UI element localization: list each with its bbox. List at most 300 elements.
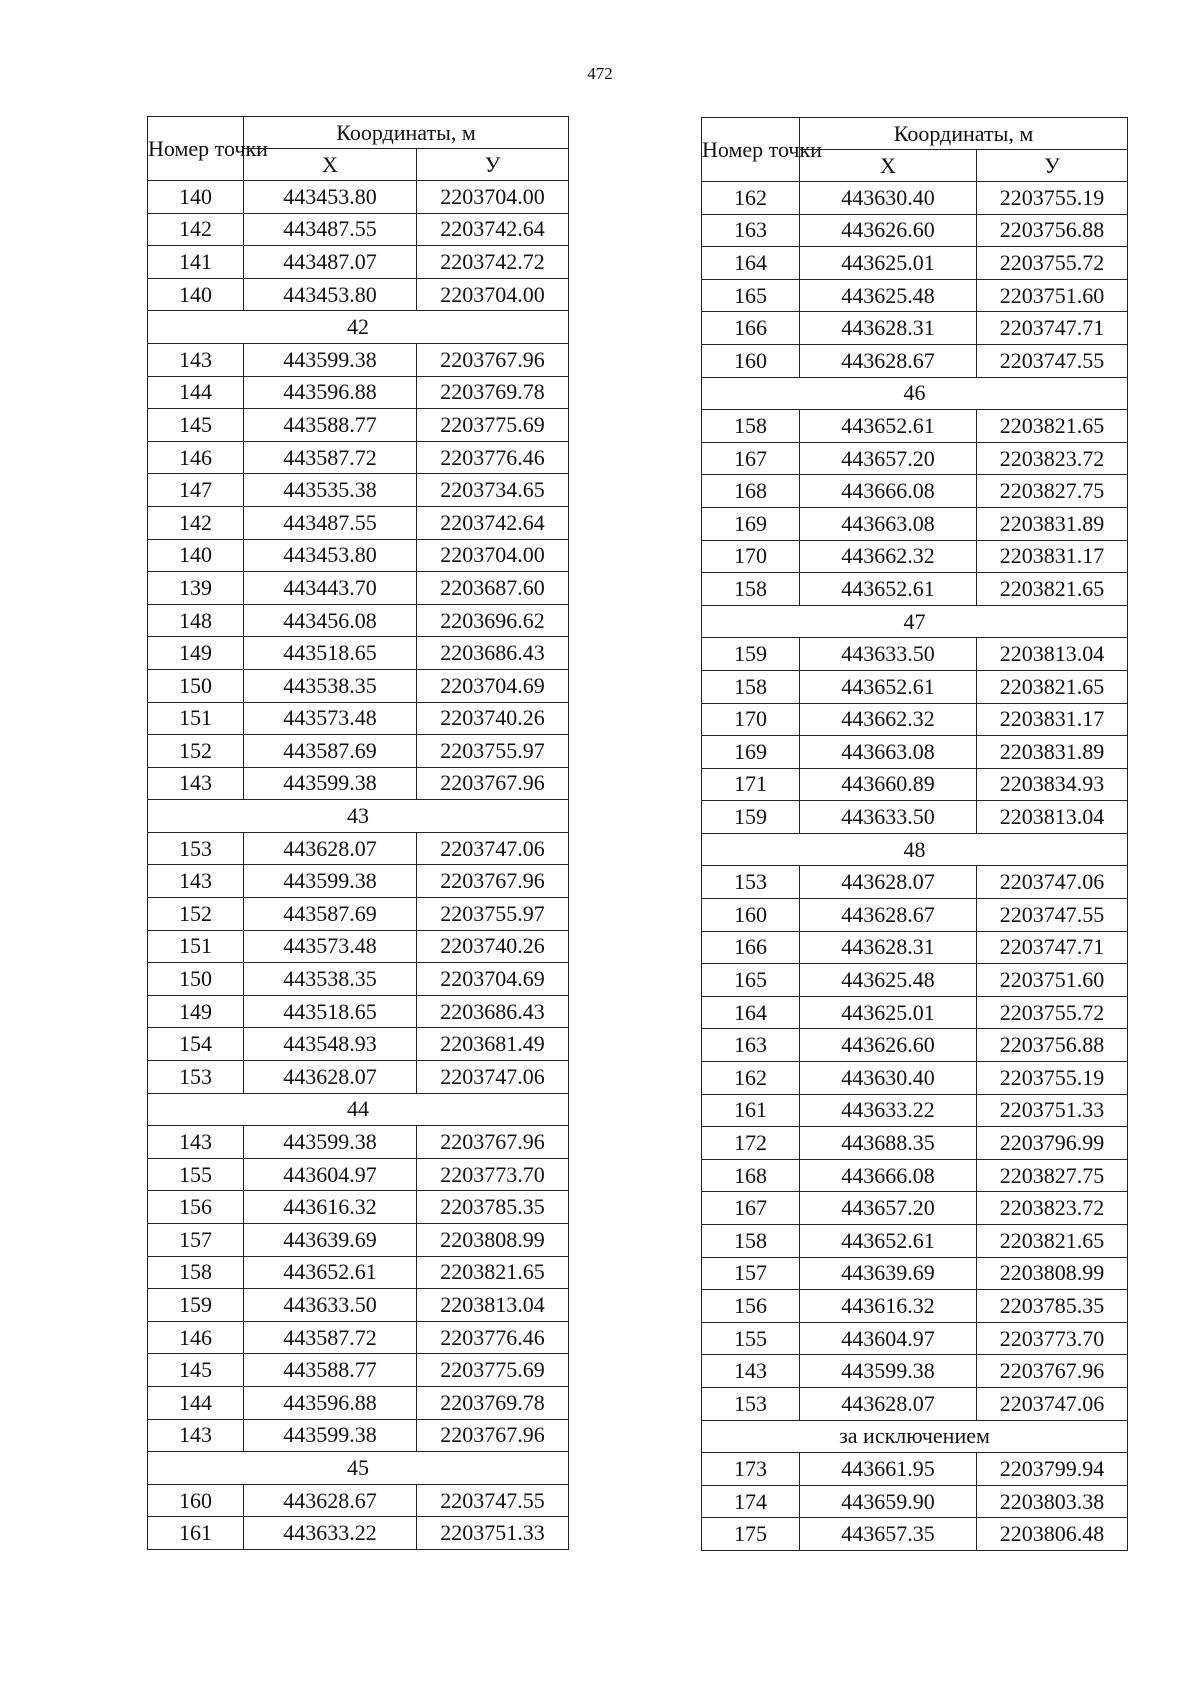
section-label: 45 [148, 1452, 569, 1485]
section-row [702, 1420, 1128, 1453]
y-column-header: У [417, 149, 569, 181]
point-number-cell: 142 [148, 506, 244, 539]
y-coordinate-cell: 2203834.93 [977, 768, 1128, 801]
y-coordinate-cell: 2203681.49 [417, 1028, 569, 1061]
point-number-cell: 161 [148, 1517, 244, 1550]
x-column-header: X [800, 150, 977, 182]
x-coordinate-cell: 443633.22 [800, 1094, 977, 1127]
table-row [148, 1061, 569, 1094]
y-coordinate-cell: 2203821.65 [977, 573, 1128, 606]
point-number-cell: 167 [702, 1192, 800, 1225]
point-number-cell: 164 [702, 996, 800, 1029]
table-row [148, 865, 569, 898]
x-coordinate-cell: 443596.88 [244, 376, 417, 409]
x-coordinate-cell: 443652.61 [244, 1256, 417, 1289]
table-row [702, 1225, 1128, 1258]
point-number-cell: 163 [702, 1029, 800, 1062]
y-coordinate-cell: 2203808.99 [417, 1224, 569, 1257]
point-number-cell: 165 [702, 279, 800, 312]
table-row [702, 703, 1128, 736]
point-number-cell: 153 [148, 832, 244, 865]
point-number-cell: 144 [148, 376, 244, 409]
y-coordinate-cell: 2203755.72 [977, 247, 1128, 280]
point-number-cell: 147 [148, 474, 244, 507]
table-row [148, 832, 569, 865]
section-row [148, 1093, 569, 1126]
table-row [148, 767, 569, 800]
y-coordinate-cell: 2203747.06 [977, 866, 1128, 899]
x-coordinate-cell: 443616.32 [244, 1191, 417, 1224]
table-row [702, 1127, 1128, 1160]
y-coordinate-cell: 2203742.64 [417, 213, 569, 246]
point-number-cell: 153 [148, 1061, 244, 1094]
table-row [702, 1322, 1128, 1355]
table-row [148, 995, 569, 1028]
x-coordinate-cell: 443688.35 [800, 1127, 977, 1160]
table-row [702, 1387, 1128, 1420]
point-number-cell: 156 [702, 1290, 800, 1323]
point-number-cell: 160 [702, 899, 800, 932]
x-column-header: X [244, 149, 417, 181]
x-coordinate-cell: 443639.69 [800, 1257, 977, 1290]
table-row [148, 735, 569, 768]
x-coordinate-cell: 443628.31 [800, 931, 977, 964]
point-number-cell: 141 [148, 246, 244, 279]
table-row [148, 637, 569, 670]
x-coordinate-cell: 443633.50 [800, 638, 977, 671]
x-coordinate-cell: 443518.65 [244, 995, 417, 1028]
point-number-cell: 162 [702, 1062, 800, 1095]
x-coordinate-cell: 443659.90 [800, 1485, 977, 1518]
point-number-cell: 143 [702, 1355, 800, 1388]
point-number-cell: 168 [702, 1159, 800, 1192]
x-coordinate-cell: 443587.72 [244, 1321, 417, 1354]
y-coordinate-cell: 2203756.88 [977, 1029, 1128, 1062]
y-coordinate-cell: 2203747.06 [417, 832, 569, 865]
table-row [702, 1159, 1128, 1192]
point-number-cell: 145 [148, 409, 244, 442]
point-number-cell: 167 [702, 442, 800, 475]
x-coordinate-cell: 443628.07 [800, 866, 977, 899]
point-number-cell: 154 [148, 1028, 244, 1061]
y-coordinate-cell: 2203785.35 [977, 1290, 1128, 1323]
point-number-cell: 153 [702, 866, 800, 899]
table-row [702, 899, 1128, 932]
y-column-header: У [977, 150, 1128, 182]
table-row [702, 1257, 1128, 1290]
y-coordinate-cell: 2203769.78 [417, 1386, 569, 1419]
point-number-cell: 166 [702, 931, 800, 964]
y-coordinate-cell: 2203687.60 [417, 572, 569, 605]
table-row [148, 441, 569, 474]
point-number-cell: 175 [702, 1518, 800, 1551]
x-coordinate-cell: 443633.22 [244, 1517, 417, 1550]
point-number-cell: 160 [702, 344, 800, 377]
y-coordinate-cell: 2203747.55 [977, 344, 1128, 377]
x-coordinate-cell: 443657.20 [800, 442, 977, 475]
table-row [702, 996, 1128, 1029]
point-number-header: Номер точки [702, 118, 800, 182]
y-coordinate-cell: 2203704.69 [417, 669, 569, 702]
x-coordinate-cell: 443548.93 [244, 1028, 417, 1061]
x-coordinate-cell: 443487.55 [244, 506, 417, 539]
y-coordinate-cell: 2203767.96 [417, 865, 569, 898]
y-coordinate-cell: 2203827.75 [977, 475, 1128, 508]
coordinates-header: Координаты, м [800, 118, 1128, 150]
table-row [702, 344, 1128, 377]
y-coordinate-cell: 2203773.70 [977, 1322, 1128, 1355]
x-coordinate-cell: 443487.07 [244, 246, 417, 279]
table-row [702, 638, 1128, 671]
table-row [702, 279, 1128, 312]
x-coordinate-cell: 443453.80 [244, 181, 417, 214]
x-coordinate-cell: 443587.69 [244, 898, 417, 931]
y-coordinate-cell: 2203831.89 [977, 736, 1128, 769]
y-coordinate-cell: 2203751.33 [977, 1094, 1128, 1127]
coordinates-table-left [147, 116, 569, 1550]
x-coordinate-cell: 443652.61 [800, 670, 977, 703]
x-coordinate-cell: 443666.08 [800, 475, 977, 508]
table-row [148, 1321, 569, 1354]
y-coordinate-cell: 2203773.70 [417, 1158, 569, 1191]
x-coordinate-cell: 443573.48 [244, 930, 417, 963]
x-coordinate-cell: 443652.61 [800, 573, 977, 606]
table-row [702, 410, 1128, 443]
point-number-cell: 139 [148, 572, 244, 605]
x-coordinate-cell: 443604.97 [244, 1158, 417, 1191]
point-number-cell: 149 [148, 637, 244, 670]
x-coordinate-cell: 443588.77 [244, 409, 417, 442]
y-coordinate-cell: 2203823.72 [977, 442, 1128, 475]
x-coordinate-cell: 443625.01 [800, 247, 977, 280]
y-coordinate-cell: 2203704.69 [417, 963, 569, 996]
table-row [148, 246, 569, 279]
table-row [148, 278, 569, 311]
y-coordinate-cell: 2203704.00 [417, 181, 569, 214]
point-number-cell: 143 [148, 1419, 244, 1452]
table-row [148, 1158, 569, 1191]
x-coordinate-cell: 443599.38 [800, 1355, 977, 1388]
y-coordinate-cell: 2203831.17 [977, 703, 1128, 736]
point-number-cell: 173 [702, 1453, 800, 1486]
x-coordinate-cell: 443625.48 [800, 964, 977, 997]
table-row [702, 931, 1128, 964]
y-coordinate-cell: 2203755.72 [977, 996, 1128, 1029]
y-coordinate-cell: 2203747.55 [417, 1484, 569, 1517]
y-coordinate-cell: 2203704.00 [417, 278, 569, 311]
table-row [702, 1485, 1128, 1518]
table-row [148, 572, 569, 605]
table-row [148, 963, 569, 996]
y-coordinate-cell: 2203799.94 [977, 1453, 1128, 1486]
y-coordinate-cell: 2203776.46 [417, 1321, 569, 1354]
x-coordinate-cell: 443661.95 [800, 1453, 977, 1486]
point-number-cell: 169 [702, 736, 800, 769]
y-coordinate-cell: 2203821.65 [417, 1256, 569, 1289]
x-coordinate-cell: 443599.38 [244, 343, 417, 376]
y-coordinate-cell: 2203767.96 [417, 1126, 569, 1159]
x-coordinate-cell: 443596.88 [244, 1386, 417, 1419]
table-row [702, 1290, 1128, 1323]
x-coordinate-cell: 443538.35 [244, 669, 417, 702]
section-label: 47 [702, 605, 1128, 638]
table-row [148, 539, 569, 572]
x-coordinate-cell: 443456.08 [244, 604, 417, 637]
section-label: 46 [702, 377, 1128, 410]
x-coordinate-cell: 443625.48 [800, 279, 977, 312]
y-coordinate-cell: 2203827.75 [977, 1159, 1128, 1192]
y-coordinate-cell: 2203785.35 [417, 1191, 569, 1224]
x-coordinate-cell: 443599.38 [244, 1419, 417, 1452]
x-coordinate-cell: 443662.32 [800, 703, 977, 736]
table-row [702, 1453, 1128, 1486]
table-row [148, 930, 569, 963]
x-coordinate-cell: 443626.60 [800, 214, 977, 247]
point-number-cell: 146 [148, 1321, 244, 1354]
point-number-cell: 142 [148, 213, 244, 246]
point-number-cell: 143 [148, 1126, 244, 1159]
table-row [148, 506, 569, 539]
table-row [148, 1484, 569, 1517]
table-row [702, 1094, 1128, 1127]
table-row [148, 409, 569, 442]
table-row [702, 507, 1128, 540]
y-coordinate-cell: 2203776.46 [417, 441, 569, 474]
y-coordinate-cell: 2203806.48 [977, 1518, 1128, 1551]
table-row [702, 964, 1128, 997]
x-coordinate-cell: 443518.65 [244, 637, 417, 670]
page-number: 472 [587, 64, 613, 83]
x-coordinate-cell: 443662.32 [800, 540, 977, 573]
point-number-cell: 162 [702, 182, 800, 215]
y-coordinate-cell: 2203686.43 [417, 637, 569, 670]
y-coordinate-cell: 2203821.65 [977, 1225, 1128, 1258]
x-coordinate-cell: 443535.38 [244, 474, 417, 507]
x-coordinate-cell: 443628.07 [244, 832, 417, 865]
point-number-cell: 149 [148, 995, 244, 1028]
y-coordinate-cell: 2203755.19 [977, 182, 1128, 215]
table-row [148, 1256, 569, 1289]
y-coordinate-cell: 2203767.96 [417, 343, 569, 376]
x-coordinate-cell: 443588.77 [244, 1354, 417, 1387]
point-number-cell: 158 [148, 1256, 244, 1289]
point-number-cell: 168 [702, 475, 800, 508]
y-coordinate-cell: 2203813.04 [977, 801, 1128, 834]
x-coordinate-cell: 443666.08 [800, 1159, 977, 1192]
table-row [702, 182, 1128, 215]
y-coordinate-cell: 2203831.89 [977, 507, 1128, 540]
table-row [148, 898, 569, 931]
x-coordinate-cell: 443630.40 [800, 1062, 977, 1095]
table-row [148, 1126, 569, 1159]
point-number-cell: 166 [702, 312, 800, 345]
x-coordinate-cell: 443628.31 [800, 312, 977, 345]
point-number-cell: 158 [702, 1225, 800, 1258]
x-coordinate-cell: 443628.67 [800, 344, 977, 377]
x-coordinate-cell: 443573.48 [244, 702, 417, 735]
y-coordinate-cell: 2203767.96 [977, 1355, 1128, 1388]
coordinates-header: Координаты, м [244, 117, 569, 149]
x-coordinate-cell: 443657.35 [800, 1518, 977, 1551]
x-coordinate-cell: 443538.35 [244, 963, 417, 996]
table-row [702, 736, 1128, 769]
y-coordinate-cell: 2203747.55 [977, 899, 1128, 932]
table-row [148, 1386, 569, 1419]
point-number-cell: 140 [148, 181, 244, 214]
section-row [702, 377, 1128, 410]
table-row [702, 670, 1128, 703]
table-row [702, 214, 1128, 247]
y-coordinate-cell: 2203808.99 [977, 1257, 1128, 1290]
x-coordinate-cell: 443657.20 [800, 1192, 977, 1225]
x-coordinate-cell: 443628.07 [800, 1387, 977, 1420]
y-coordinate-cell: 2203756.88 [977, 214, 1128, 247]
y-coordinate-cell: 2203755.97 [417, 735, 569, 768]
point-number-cell: 172 [702, 1127, 800, 1160]
point-number-cell: 143 [148, 767, 244, 800]
point-number-cell: 140 [148, 539, 244, 572]
section-label: за исключением [702, 1420, 1128, 1453]
table-row [148, 213, 569, 246]
y-coordinate-cell: 2203734.65 [417, 474, 569, 507]
y-coordinate-cell: 2203813.04 [417, 1289, 569, 1322]
x-coordinate-cell: 443599.38 [244, 767, 417, 800]
x-coordinate-cell: 443633.50 [800, 801, 977, 834]
table-row [702, 475, 1128, 508]
table-row [702, 312, 1128, 345]
table-row [148, 604, 569, 637]
y-coordinate-cell: 2203751.33 [417, 1517, 569, 1550]
table-row [702, 247, 1128, 280]
table-row [702, 801, 1128, 834]
point-number-cell: 155 [702, 1322, 800, 1355]
section-label: 42 [148, 311, 569, 344]
y-coordinate-cell: 2203803.38 [977, 1485, 1128, 1518]
x-coordinate-cell: 443587.69 [244, 735, 417, 768]
x-coordinate-cell: 443587.72 [244, 441, 417, 474]
point-number-cell: 152 [148, 735, 244, 768]
table-row [148, 474, 569, 507]
table-row [702, 442, 1128, 475]
y-coordinate-cell: 2203704.00 [417, 539, 569, 572]
point-number-cell: 157 [148, 1224, 244, 1257]
y-coordinate-cell: 2203751.60 [977, 279, 1128, 312]
point-number-cell: 145 [148, 1354, 244, 1387]
point-number-cell: 158 [702, 410, 800, 443]
section-label: 44 [148, 1093, 569, 1126]
table-row [148, 343, 569, 376]
point-number-cell: 155 [148, 1158, 244, 1191]
y-coordinate-cell: 2203767.96 [417, 1419, 569, 1452]
point-number-cell: 161 [702, 1094, 800, 1127]
point-number-cell: 170 [702, 703, 800, 736]
y-coordinate-cell: 2203747.06 [977, 1387, 1128, 1420]
x-coordinate-cell: 443660.89 [800, 768, 977, 801]
point-number-cell: 158 [702, 670, 800, 703]
table-row [148, 1419, 569, 1452]
y-coordinate-cell: 2203767.96 [417, 767, 569, 800]
x-coordinate-cell: 443652.61 [800, 410, 977, 443]
table-row [702, 540, 1128, 573]
x-coordinate-cell: 443443.70 [244, 572, 417, 605]
point-number-cell: 143 [148, 865, 244, 898]
y-coordinate-cell: 2203821.65 [977, 670, 1128, 703]
y-coordinate-cell: 2203813.04 [977, 638, 1128, 671]
section-label: 48 [702, 833, 1128, 866]
y-coordinate-cell: 2203796.99 [977, 1127, 1128, 1160]
point-number-cell: 171 [702, 768, 800, 801]
x-coordinate-cell: 443604.97 [800, 1322, 977, 1355]
point-number-cell: 148 [148, 604, 244, 637]
table-row [702, 1029, 1128, 1062]
x-coordinate-cell: 443630.40 [800, 182, 977, 215]
point-number-cell: 159 [702, 801, 800, 834]
x-coordinate-cell: 443453.80 [244, 278, 417, 311]
x-coordinate-cell: 443453.80 [244, 539, 417, 572]
point-number-cell: 160 [148, 1484, 244, 1517]
table-row [702, 1355, 1128, 1388]
x-coordinate-cell: 443663.08 [800, 507, 977, 540]
x-coordinate-cell: 443487.55 [244, 213, 417, 246]
y-coordinate-cell: 2203775.69 [417, 1354, 569, 1387]
section-row [148, 311, 569, 344]
coordinates-table-right [701, 117, 1128, 1551]
x-coordinate-cell: 443639.69 [244, 1224, 417, 1257]
point-number-cell: 146 [148, 441, 244, 474]
x-coordinate-cell: 443628.67 [800, 899, 977, 932]
table-row [148, 1354, 569, 1387]
x-coordinate-cell: 443626.60 [800, 1029, 977, 1062]
table-row [702, 768, 1128, 801]
point-number-header: Номер точки [148, 117, 244, 181]
section-label: 43 [148, 800, 569, 833]
point-number-cell: 153 [702, 1387, 800, 1420]
x-coordinate-cell: 443616.32 [800, 1290, 977, 1323]
point-number-cell: 158 [702, 573, 800, 606]
y-coordinate-cell: 2203821.65 [977, 410, 1128, 443]
y-coordinate-cell: 2203831.17 [977, 540, 1128, 573]
point-number-cell: 156 [148, 1191, 244, 1224]
table-row [148, 669, 569, 702]
section-row [702, 605, 1128, 638]
point-number-cell: 151 [148, 930, 244, 963]
y-coordinate-cell: 2203742.64 [417, 506, 569, 539]
x-coordinate-cell: 443628.67 [244, 1484, 417, 1517]
y-coordinate-cell: 2203686.43 [417, 995, 569, 1028]
table-row [702, 573, 1128, 606]
point-number-cell: 165 [702, 964, 800, 997]
point-number-cell: 169 [702, 507, 800, 540]
table-row [148, 702, 569, 735]
section-row [148, 1452, 569, 1485]
table-row [148, 181, 569, 214]
point-number-cell: 150 [148, 669, 244, 702]
point-number-cell: 150 [148, 963, 244, 996]
x-coordinate-cell: 443625.01 [800, 996, 977, 1029]
table-row [148, 1224, 569, 1257]
point-number-cell: 159 [702, 638, 800, 671]
y-coordinate-cell: 2203747.71 [977, 312, 1128, 345]
y-coordinate-cell: 2203775.69 [417, 409, 569, 442]
table-row [702, 866, 1128, 899]
y-coordinate-cell: 2203696.62 [417, 604, 569, 637]
y-coordinate-cell: 2203747.06 [417, 1061, 569, 1094]
table-row [148, 1289, 569, 1322]
point-number-cell: 164 [702, 247, 800, 280]
y-coordinate-cell: 2203751.60 [977, 964, 1128, 997]
x-coordinate-cell: 443628.07 [244, 1061, 417, 1094]
table-row [148, 1028, 569, 1061]
